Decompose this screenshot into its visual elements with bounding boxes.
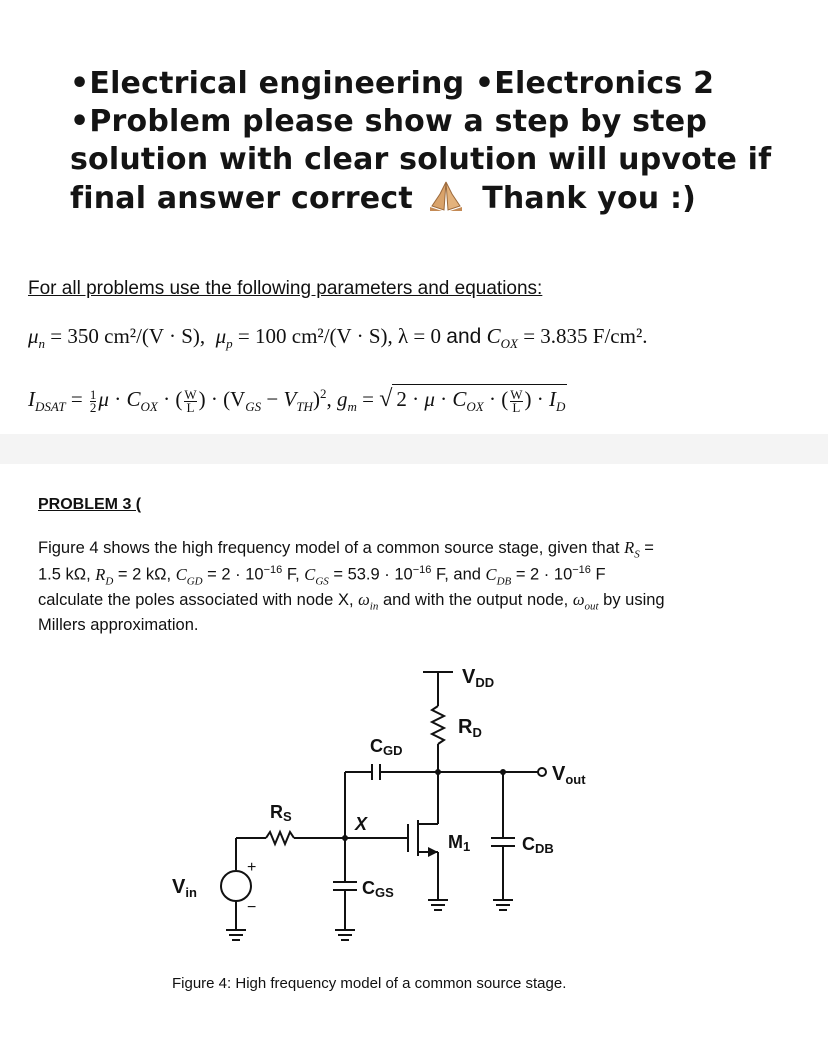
title-line-4-a: final answer correct	[70, 181, 413, 216]
cox-value: 3.835 F/cm².	[540, 324, 648, 348]
vin-minus: −	[247, 899, 257, 916]
title-line-1: •Electrical engineering •Electronics 2	[70, 66, 715, 101]
title-line-2: •Problem please show a step by step	[70, 104, 707, 139]
rs-resistor	[266, 832, 294, 844]
problem-title: PROBLEM 3 (	[38, 496, 142, 513]
problem-line-2: 1.5 kΩ, $R_D = 2$ kΩ, $C_{GD} = 2 \cdot 10^{-16}$ F, $C_{GS} = 53.9 \cdot 10^{-16}$ F, and $C_{DB} = 2 \cdot 10^{-16}$ F	[38, 564, 606, 587]
w-num: W	[184, 386, 197, 402]
rd-value: 2 kΩ,	[132, 565, 172, 584]
vin-label: $V_{in}$	[172, 876, 197, 900]
vout-terminal	[538, 768, 546, 776]
rd-resistor	[432, 706, 444, 744]
problem-and: and	[453, 565, 481, 584]
vgs-term: · (V	[210, 387, 246, 411]
and-text: and	[446, 325, 482, 348]
cgd-label: CGD	[370, 736, 403, 758]
problem-line-3-b: and with the output node,	[382, 591, 569, 609]
mosfet-arrow	[428, 847, 438, 857]
x-label: X	[355, 814, 368, 834]
vin-plus: +	[247, 859, 257, 876]
l-den: L	[184, 401, 196, 414]
half-den: 2	[89, 399, 97, 415]
problem-line-4: Millers approximation.	[38, 616, 199, 634]
rs-value: 1.5 kΩ,	[38, 565, 91, 584]
lambda-value: λ = 0	[398, 324, 442, 348]
x-node	[342, 835, 348, 841]
mu-n-value: 350 cm²/(V · S),	[67, 324, 206, 348]
current-equation: $I_{DSAT}$ = $\frac{1}{2}$ $\mu \cdot C_{OX}$ · ( $\frac{W}{L}$ ) · $(V_{GS} - V_{TH})^2$, $g_m$ = √ $2 \cdot \mu \cdot C_{OX}$ · ( $\frac{W}{L}$ ) · $I_D$	[28, 386, 566, 415]
cgd-value: 2 · 10	[221, 565, 264, 584]
half-num: 1	[89, 386, 97, 402]
m1-label: M1	[448, 832, 471, 854]
parameters-title: For all problems use the following parameters and equations:	[28, 278, 543, 299]
cgd-exp: −16	[263, 564, 283, 576]
cgs-value: 53.9 · 10	[347, 565, 413, 584]
gm-radicand: $2 \cdot \mu \cdot C_{OX}$ · ( $\frac{W}{L}$ ) · $I_D$	[392, 384, 567, 415]
cdb-exp: −16	[572, 564, 591, 576]
cdb-value: 2 · 10	[530, 565, 573, 584]
problem-line-3-c: by using	[603, 591, 665, 609]
drain-node	[435, 769, 441, 775]
problem-line-3-a: calculate the poles associated with node X,	[38, 591, 354, 609]
title-line-3: solution with clear solution will upvote if	[70, 142, 772, 177]
unit-f: F,	[435, 565, 449, 584]
problem-line-1-text: Figure 4 shows the high frequency model of a common source stage, given that	[38, 539, 620, 557]
cgs-label: CGS	[362, 878, 394, 900]
gm-symbol: g	[336, 387, 348, 411]
cgs-exp: −16	[412, 564, 432, 576]
cdb-label: CDB	[522, 834, 554, 856]
title-line-4-b: Thank you :)	[482, 181, 697, 216]
mobility-equation: $\mu_n = 350$ cm²/(V · S), $\mu_p = 100$ cm²/(V · S), λ = 0 and $C_{OX} = 3.835$ F/cm².	[28, 324, 648, 352]
rd-label: $R_D$	[458, 716, 482, 740]
rs-label: RS	[270, 802, 292, 824]
figure-caption: Figure 4: High frequency model of a common source stage.	[172, 975, 567, 992]
out-node	[500, 769, 506, 775]
vdd-label: $V_{DD}$	[462, 666, 495, 690]
mu-p-value: 100 cm²/(V · S),	[255, 324, 393, 348]
problem-line-1: Figure 4 shows the high frequency model of a common source stage, given that $R_S$ =	[38, 538, 654, 561]
problem-line-3: calculate the poles associated with node X, $\omega_{in}$ and with the output node, $\omega_{out}$ by using	[38, 590, 665, 613]
vout-label: $V_{out}$	[552, 763, 586, 787]
